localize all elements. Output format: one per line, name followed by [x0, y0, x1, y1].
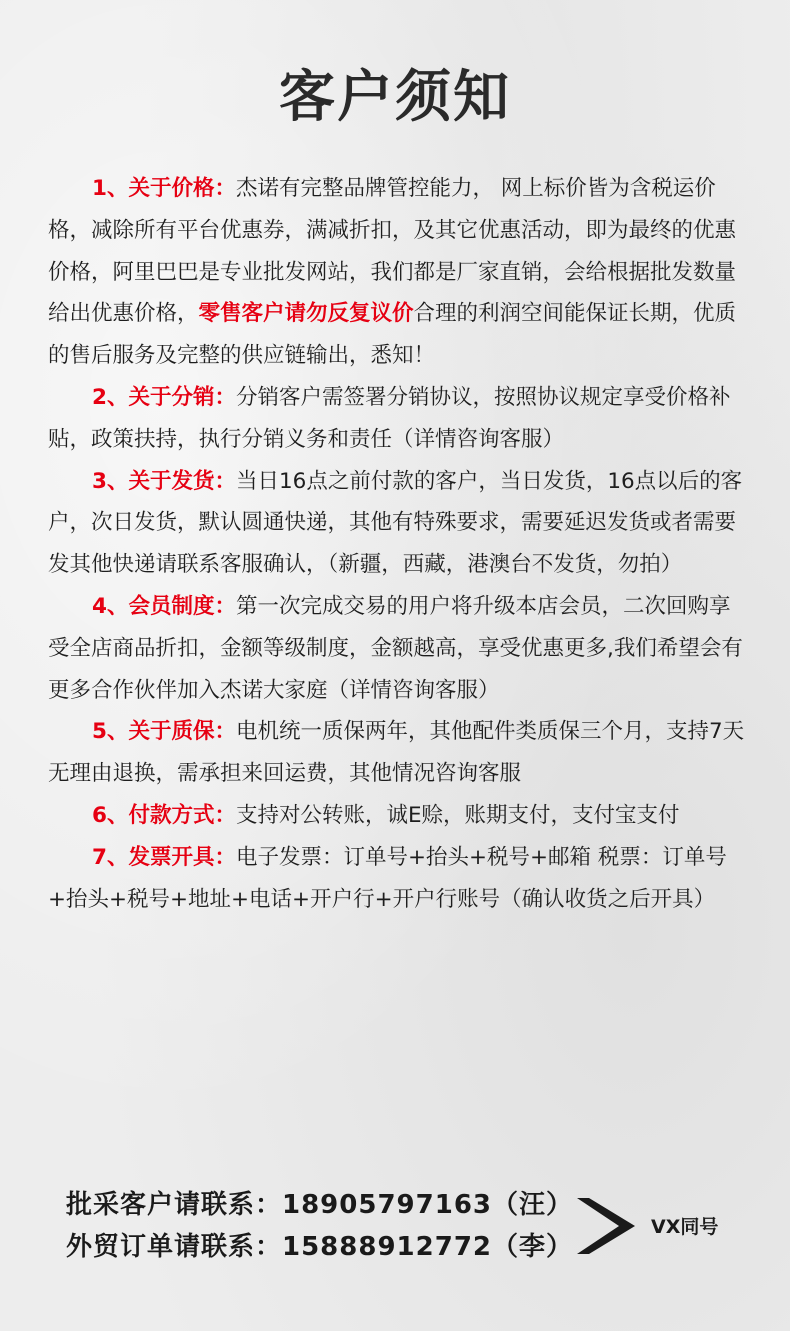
notice-item-shipping	[48, 461, 748, 586]
notice-text: 第一次完成交易的用户将升级本店会员，二次回购享受全店商品折扣，金额等级制度，金额越高，享受优惠更多,我们希望会有更多合作伙伴加入杰诺大家庭（详情咨询客服）	[48, 593, 743, 703]
foreign-trade-contact: 外贸订单请联系：15888912772（李）	[66, 1232, 573, 1262]
notice-text: 电机统一质保两年，其他配件类质保三个月，支持7天无理由退换，需承担来回运费，其他情况咨询客服	[48, 719, 745, 787]
page-title: 客户须知	[279, 65, 511, 130]
vx-note: VX同号	[651, 1216, 719, 1238]
notice-text: 支持对公转账，诚E赊，账期支付，支付宝支付	[235, 802, 680, 828]
notice-item-distribution	[48, 377, 748, 461]
notice-text: 分销客户需签署分销协议，按照协议规定享受价格补贴，政策扶持，执行分销义务和责任（详情咨询客服）	[48, 384, 731, 452]
notice-item-warranty	[48, 711, 748, 795]
notice-text: 杰诺有完整品牌管控能力， 网上标价皆为含税运价格，减除所有平台优惠券，满减折扣，及其它优惠活动，即为最终的优惠价格，阿里巴巴是专业批发网站，我们都是厂家直销，会给根据批发数量给出优惠价格，	[48, 176, 737, 327]
notice-label: 2、关于分销：	[92, 384, 236, 410]
notice-label: 5、关于质保：	[92, 719, 236, 745]
notice-item-payment	[48, 795, 748, 837]
notice-item-membership	[48, 586, 748, 711]
notice-label: 6、付款方式：	[92, 802, 236, 828]
notice-item-price	[48, 168, 748, 377]
contact-block	[66, 1184, 586, 1268]
notice-list	[48, 168, 748, 920]
wholesale-contact: 批采客户请联系：18905797163（汪）	[66, 1190, 573, 1220]
notice-text: 当日16点之前付款的客户，当日发货，16点以后的客户，次日发货，默认圆通快递，其他有特殊要求，需要延迟发货或者需要发其他快递请联系客服确认，（新疆，西藏，港澳台不发货，勿拍）	[48, 468, 743, 578]
notice-label: 4、会员制度：	[92, 593, 236, 619]
notice-label: 1、关于价格：	[92, 176, 236, 201]
notice-label: 7、发票开具：	[92, 844, 236, 870]
notice-emphasis: 零售客户请勿反复议价	[198, 301, 414, 327]
chevron-right-icon	[575, 1194, 637, 1258]
notice-text-after: 合理的利润空间能保证长期，优质的售后服务及完整的供应链输出，悉知！	[48, 301, 737, 369]
notice-label: 3、关于发货：	[92, 468, 236, 494]
notice-item-invoice	[48, 837, 748, 921]
notice-text: 电子发票：订单号+抬头+税号+邮箱 税票：订单号+抬头+税号+地址+电话+开户行+开户行账号（确认收货之后开具）	[48, 844, 727, 912]
